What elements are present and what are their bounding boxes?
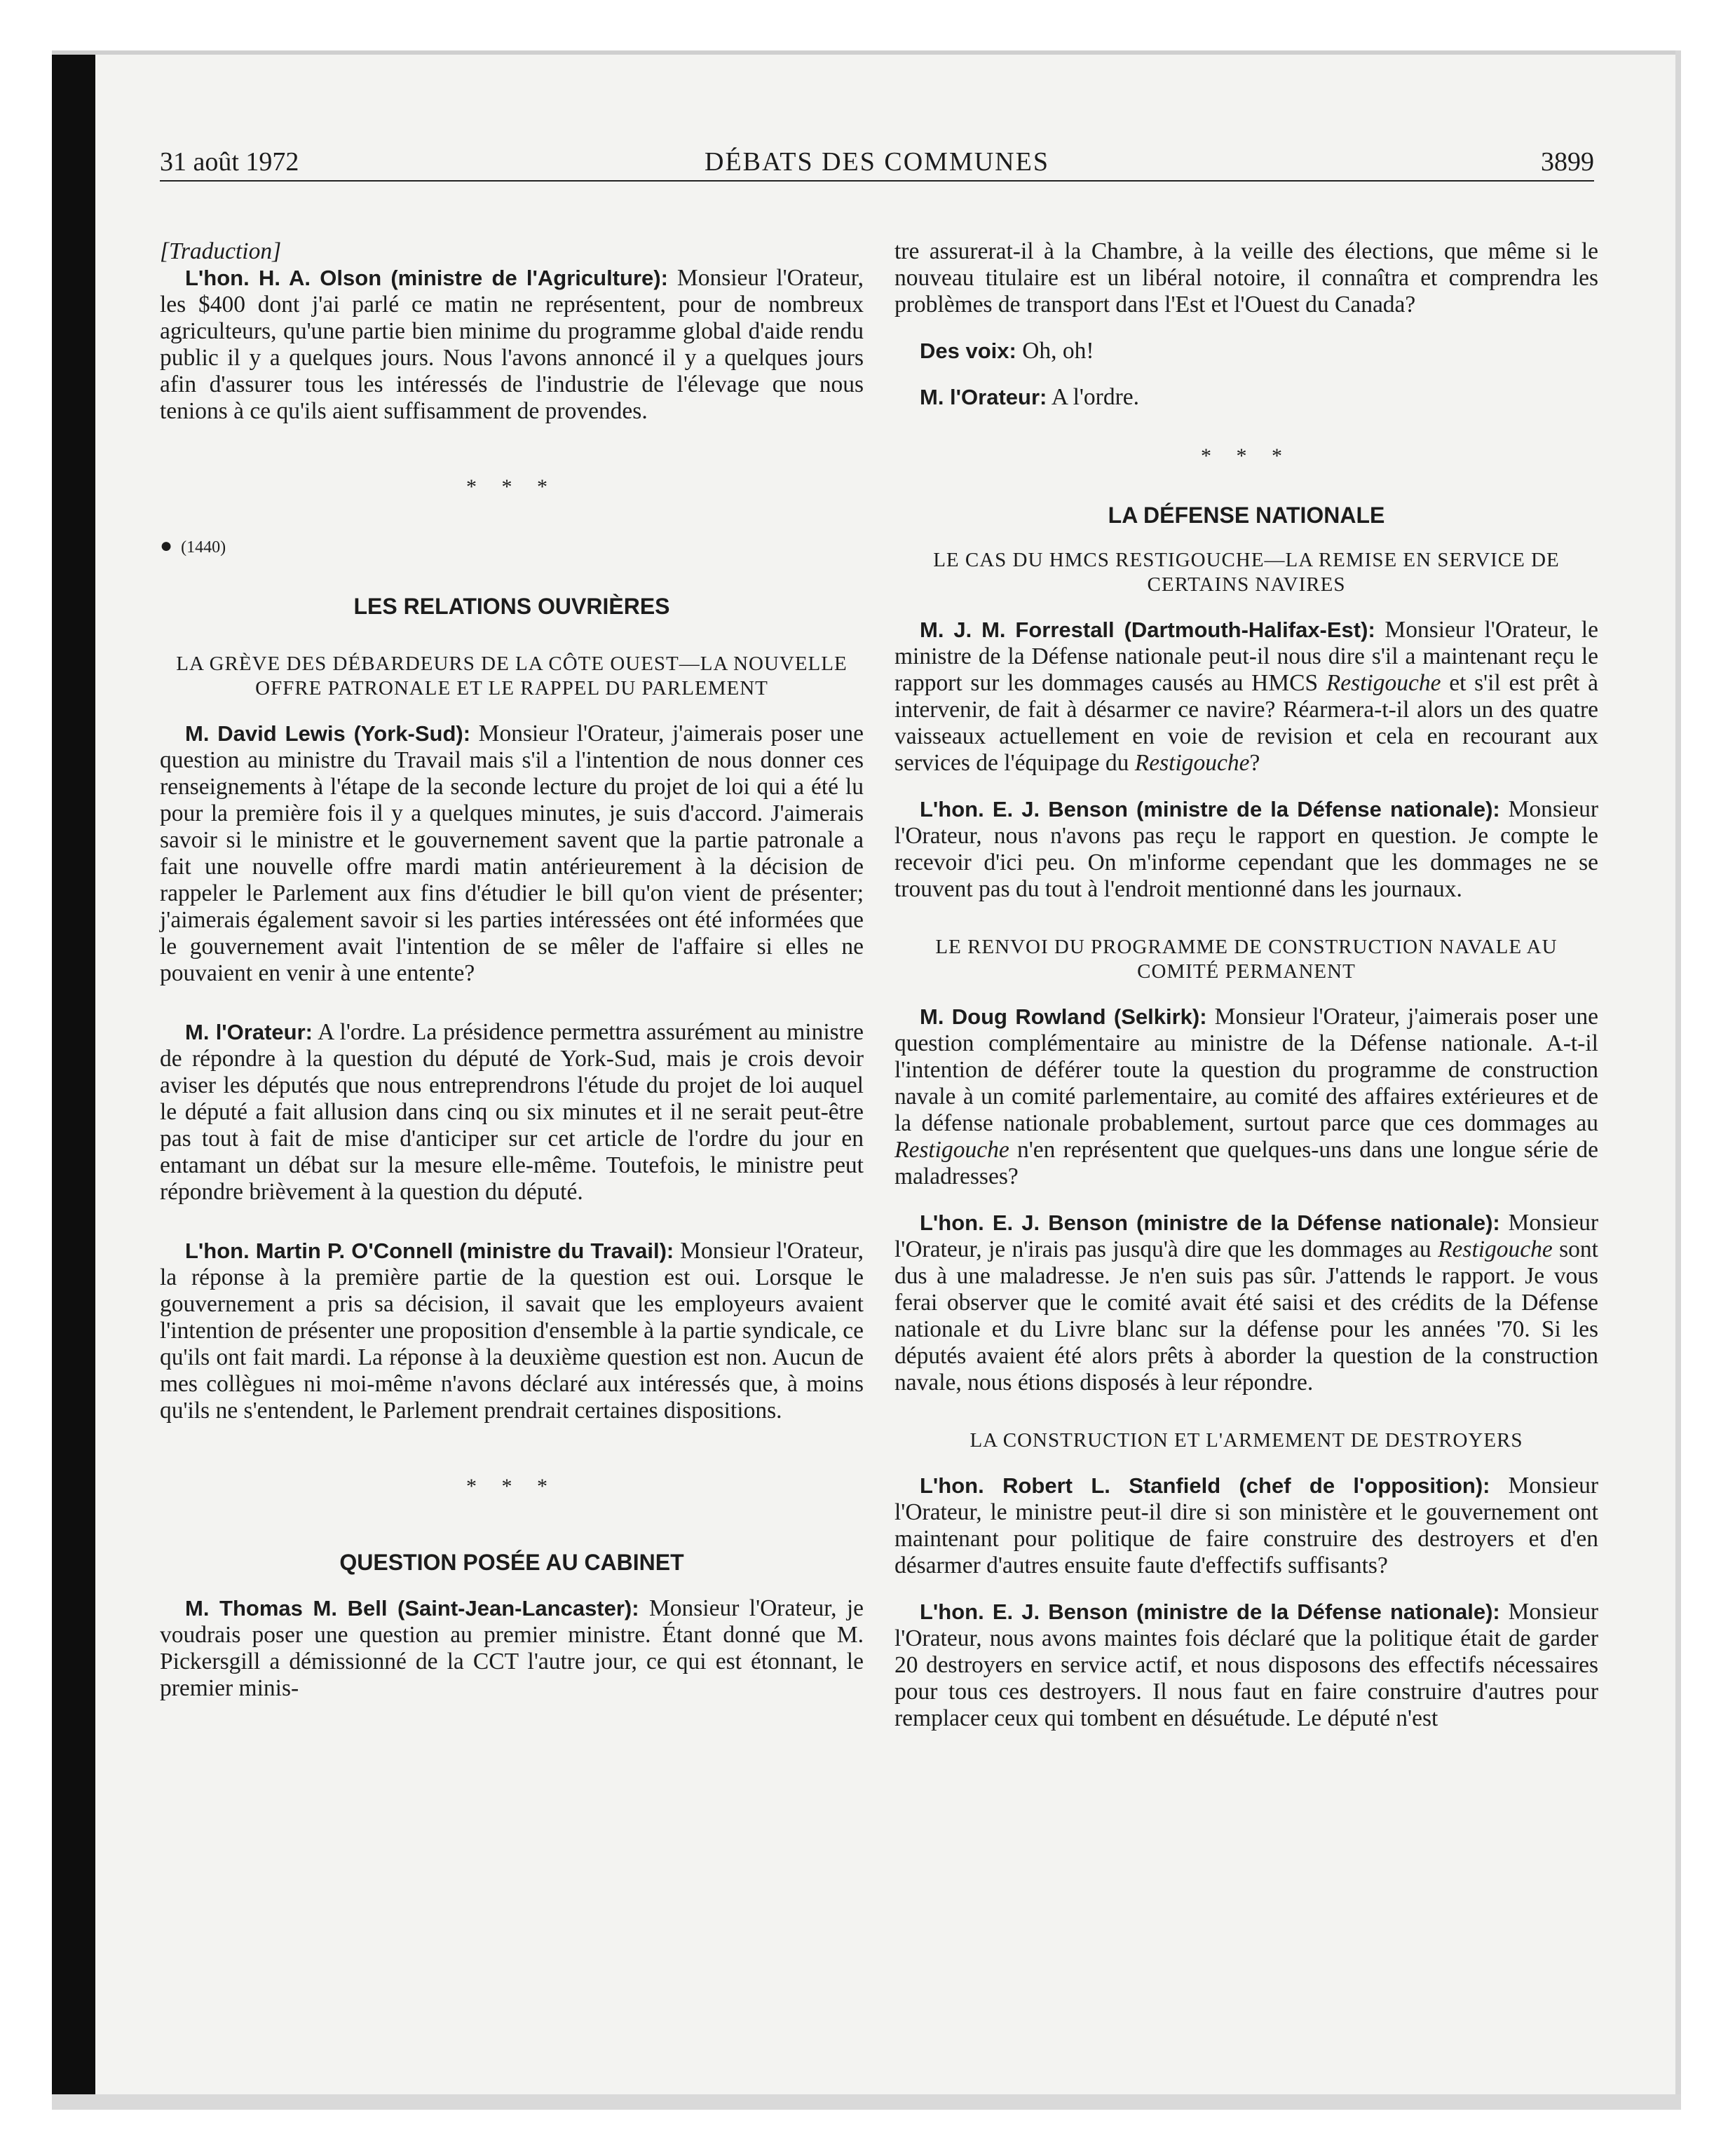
paragraph-continuation: tre assurerat-il à la Chambre, à la veille des élections, que même si le nouveau titulaire est un libéral notoire, il connaîtra et comprendra les problèmes de transport dans l'Est et l'Ouest du Canada? <box>894 238 1598 318</box>
speaker-name: L'hon. E. J. Benson (ministre de la Défense nationale): <box>920 1210 1500 1235</box>
speaker-name: L'hon. H. A. Olson (ministre de l'Agriculture): <box>185 266 668 290</box>
speaker-name: M. l'Orateur: <box>185 1020 313 1044</box>
section-separator: * * * <box>466 1475 557 1498</box>
speech-text: Monsieur l'Orateur, je voudrais poser une question au premier ministre. Étant donné que M. Pickersgill a démissionné de la CCT l'autre jour, ce qui est étonnant, le premier minis- <box>160 1595 864 1701</box>
speaker-name: L'hon. Martin P. O'Connell (ministre du Travail): <box>185 1239 674 1263</box>
paragraph-benson-1 <box>894 796 1598 903</box>
paragraph-oconnell <box>160 1238 864 1424</box>
speaker-name: M. David Lewis (York-Sud): <box>185 721 471 746</box>
speaker-name: M. J. M. Forrestall (Dartmouth-Halifax-Est): <box>920 618 1375 642</box>
page-header <box>160 144 1594 182</box>
speech-text: Monsieur l'Orateur, je n'irais pas jusqu'à dire que les dommages au <box>894 1210 1599 1262</box>
speech-text: Monsieur l'Orateur, les $400 dont j'ai parlé ce matin ne représentent, pour de nombreux agriculteurs, qu'une partie bien minime du programme global d'aide rendu public il y a quelques jours. Nous l'avons annoncé il y a quelques jours afin d'assurer tous les intéressés de l'industrie de l'élevage que nous tenions à ce qu'ils aient suffisamment de provendes. <box>160 265 864 424</box>
left-column <box>160 238 864 1702</box>
scan-border-bottom <box>52 2094 1681 2110</box>
speech-text: ? <box>1249 750 1260 776</box>
paragraph-olson <box>160 265 864 425</box>
right-column <box>894 238 1598 1732</box>
scan-border-right <box>1675 50 1681 2110</box>
bullet-icon: ● <box>160 534 173 557</box>
header-date: 31 août 1972 <box>160 147 299 177</box>
header-page-number: 3899 <box>1541 147 1594 177</box>
subheading: LE RENVOI DU PROGRAMME DE CONSTRUCTION NAVALE AU COMITÉ PERMANENT <box>935 936 1558 983</box>
section-heading: LES RELATIONS OUVRIÈRES <box>353 594 670 619</box>
subheading: LA CONSTRUCTION ET L'ARMEMENT DE DESTROYERS <box>969 1429 1523 1452</box>
section-separator: * * * <box>466 475 557 498</box>
paragraph-rowland <box>894 1004 1598 1190</box>
section-heading: LA DÉFENSE NATIONALE <box>1108 503 1385 528</box>
paragraph-lewis <box>160 721 864 987</box>
speech-text: A l'ordre. La présidence permettra assurément au ministre de répondre à la question du député de York-Sud, mais je crois devoir aviser les députés que nous entreprendrons l'étude du projet de loi auquel le député a fait allusion dans cinq ou six minutes et il ne serait peut-être pas tout à fait de mise d'anticiper sur cet article de l'ordre du jour en entamant un débat sur la mesure elle-même. Toutefois, le ministre peut répondre brièvement à la question du député. <box>160 1019 864 1205</box>
header-title: DÉBATS DES COMMUNES <box>705 147 1049 177</box>
scan-border-left <box>52 50 95 2110</box>
speech-text: Monsieur l'Orateur, le ministre peut-il dire si son ministère et le gouvernement ont maintenant pour politique de faire construire des destroyers et d'en désarmer d'autres ensuite faute d'effectifs suffisants? <box>894 1473 1598 1578</box>
speech-text: Monsieur l'Orateur, j'aimerais poser une question au ministre du Travail mais s'il a l'intention de nous donner ces renseignements à l'étape de la seconde lecture du projet de loi qui a été lu pour la première fois il y a quelques minutes, je suis d'accord. J'aimerais savoir si le ministre et le gouvernement savent que la partie patronale a fait une nouvelle offre mardi matin antérieurement à la décision de rappeler le Parlement aux fins d'étudier le bill qu'on vient de présenter; j'aimerais également savoir si les parties intéressées ont été informées que le gouvernement avait l'intention de se mêler de l'affaire si elles ne pouvaient en venir à une entente? <box>160 721 864 986</box>
speech-text: Monsieur l'Orateur, le ministre de la Défense nationale peut-il nous dire s'il a maintenant reçu le rapport sur les dommages causés au HMCS <box>894 617 1598 696</box>
speaker-name: L'hon. Robert L. Stanfield (chef de l'opposition): <box>920 1473 1490 1498</box>
speech-text: n'en représentent que quelques-uns dans une longue série de maladresses? <box>894 1137 1598 1189</box>
speaker-name: M. Doug Rowland (Selkirk): <box>920 1004 1207 1029</box>
subheading: LA GRÈVE DES DÉBARDEURS DE LA CÔTE OUEST—LA NOUVELLE OFFRE PATRONALE ET LE RAPPEL DU PARLEMENT <box>176 653 848 700</box>
ship-name: Restigouche <box>1438 1236 1553 1262</box>
speech-text: sont dus à une maladresse. Je n'en suis pas sûr. J'attends le rapport. Je vous ferai observer que le comité avait été saisi et des crédits de la Défense nationale et du Livre blanc sur la défense pour les années '70. Si les députés avaient été alors prêts à aborder la question de la construction navale, nous étions disposés à leur répondre. <box>894 1236 1598 1396</box>
ship-name: Restigouche <box>1326 670 1441 696</box>
subheading: LE CAS DU HMCS RESTIGOUCHE—LA REMISE EN SERVICE DE CERTAINS NAVIRES <box>933 549 1560 596</box>
ship-name: Restigouche <box>1134 750 1250 776</box>
time-marker-text: (1440) <box>181 538 226 557</box>
speaker-name: M. l'Orateur: <box>920 385 1047 409</box>
speaker-name: Des voix: <box>920 339 1016 363</box>
speaker-name: M. Thomas M. Bell (Saint-Jean-Lancaster): <box>185 1596 639 1621</box>
ship-name: Restigouche <box>894 1137 1009 1163</box>
speaker-name: L'hon. E. J. Benson (ministre de la Défense nationale): <box>920 1599 1500 1624</box>
speaker-name: L'hon. E. J. Benson (ministre de la Défense nationale): <box>920 797 1500 821</box>
traduction-note: [Traduction] <box>160 238 282 264</box>
speech-text: Monsieur l'Orateur, nous n'avons pas reçu le rapport en question. Je compte le recevoir d'ici peu. On m'informe cependant que les dommages ne se trouvent pas du tout à l'endroit mentionné dans les journaux. <box>894 796 1599 902</box>
speech-text: Monsieur l'Orateur, la réponse à la première partie de la question est oui. Lorsque le gouvernement a pris sa décision, il savait que les employeurs avaient l'intention de présenter une proposition d'ensemble à la partie syndicale, ce qu'ils ont fait mardi. La réponse à la deuxième question est non. Aucun de mes collègues ni moi-même n'avons déclaré aux intéressés que, à moins qu'ils ne s'entendent, le Parlement prendrait certaines dispositions. <box>160 1238 864 1424</box>
speech-text: Monsieur l'Orateur, j'aimerais poser une question complémentaire au ministre de la Défense nationale. A-t-il l'intention de déférer toute la question du programme de construction navale à un comité parlementaire, au comité des affaires extérieures et de la défense nationale probablement, surtout parce que ces dommages au <box>894 1004 1598 1136</box>
paragraph-benson-3 <box>894 1599 1598 1732</box>
paragraph-orateur <box>160 1019 864 1206</box>
section-heading: QUESTION POSÉE AU CABINET <box>339 1550 684 1575</box>
section-separator: * * * <box>1201 444 1292 468</box>
speech-text: Oh, oh! <box>1016 338 1094 364</box>
paragraph-benson-2 <box>894 1210 1598 1396</box>
paragraph-orateur <box>894 384 1598 411</box>
paragraph-stanfield <box>894 1473 1598 1579</box>
time-marker <box>160 533 864 561</box>
paragraph-bell <box>160 1595 864 1702</box>
paragraph-forrestall <box>894 617 1598 777</box>
speech-text: A l'ordre. <box>1047 384 1139 410</box>
paragraph-voix <box>894 338 1598 364</box>
speech-text: et s'il est prêt à intervenir, de fait à désarmer ce navire? Réarmera-t-il alors un des quatre vaisseaux actuellement en voie de revision et cela en recourant aux services de l'équipage du <box>894 670 1599 776</box>
speech-text: Monsieur l'Orateur, nous avons maintes fois déclaré que la politique était de garder 20 destroyers en service actif, et nous disposons des effectifs nécessaires pour tous ces destroyers. Il nous faut en faire construire d'autres pour remplacer ceux qui tombent en désuétude. Le député n'est <box>894 1599 1599 1731</box>
